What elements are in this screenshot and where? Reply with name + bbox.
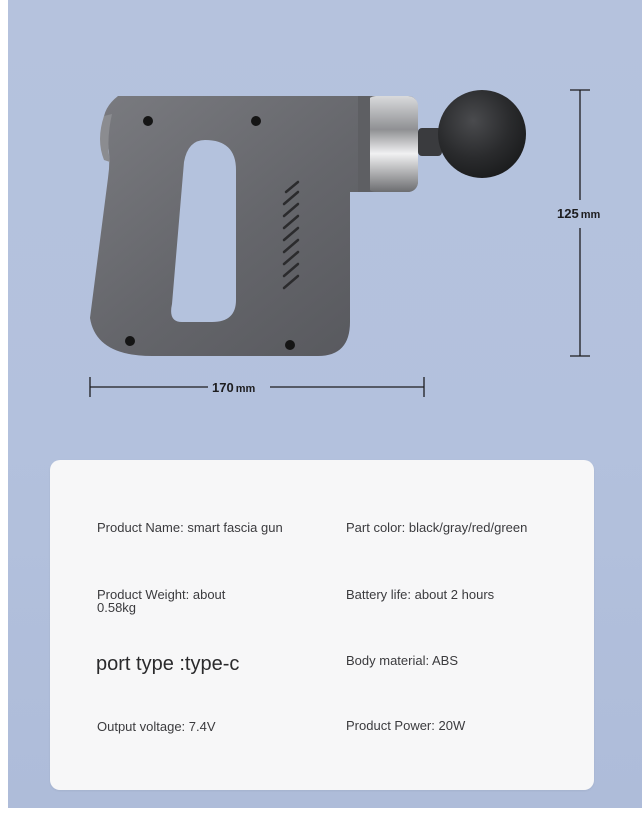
- massage-head: [438, 90, 526, 178]
- width-dimension-line: [90, 377, 424, 397]
- spec-product-power: Product Power: 20W: [346, 718, 466, 733]
- spec-card: [50, 460, 594, 790]
- height-unit: mm: [580, 209, 601, 221]
- massage-gun-illustration-icon: [8, 0, 642, 460]
- spec-body-material: Body material: ABS: [346, 653, 458, 668]
- width-value: 170: [212, 380, 234, 395]
- spec-product-name: Product Name: smart fascia gun: [97, 520, 283, 535]
- height-value: 125: [557, 206, 579, 221]
- width-dimension-label: [212, 380, 255, 395]
- spec-battery-life: Battery life: about 2 hours: [346, 587, 495, 602]
- height-dimension-line: [570, 90, 590, 356]
- spec-weight-line1: Product Weight: about: [97, 587, 226, 602]
- spec-weight-line2: 0.58kg: [97, 600, 137, 615]
- height-dimension-label: [557, 206, 600, 221]
- metal-collar: [366, 96, 418, 192]
- spec-port-type: port type :type-c: [96, 653, 240, 675]
- spec-part-color: Part color: black/gray/red/green: [346, 520, 528, 535]
- spec-output-voltage: Output voltage: 7.4V: [97, 719, 216, 734]
- width-unit: mm: [235, 383, 256, 395]
